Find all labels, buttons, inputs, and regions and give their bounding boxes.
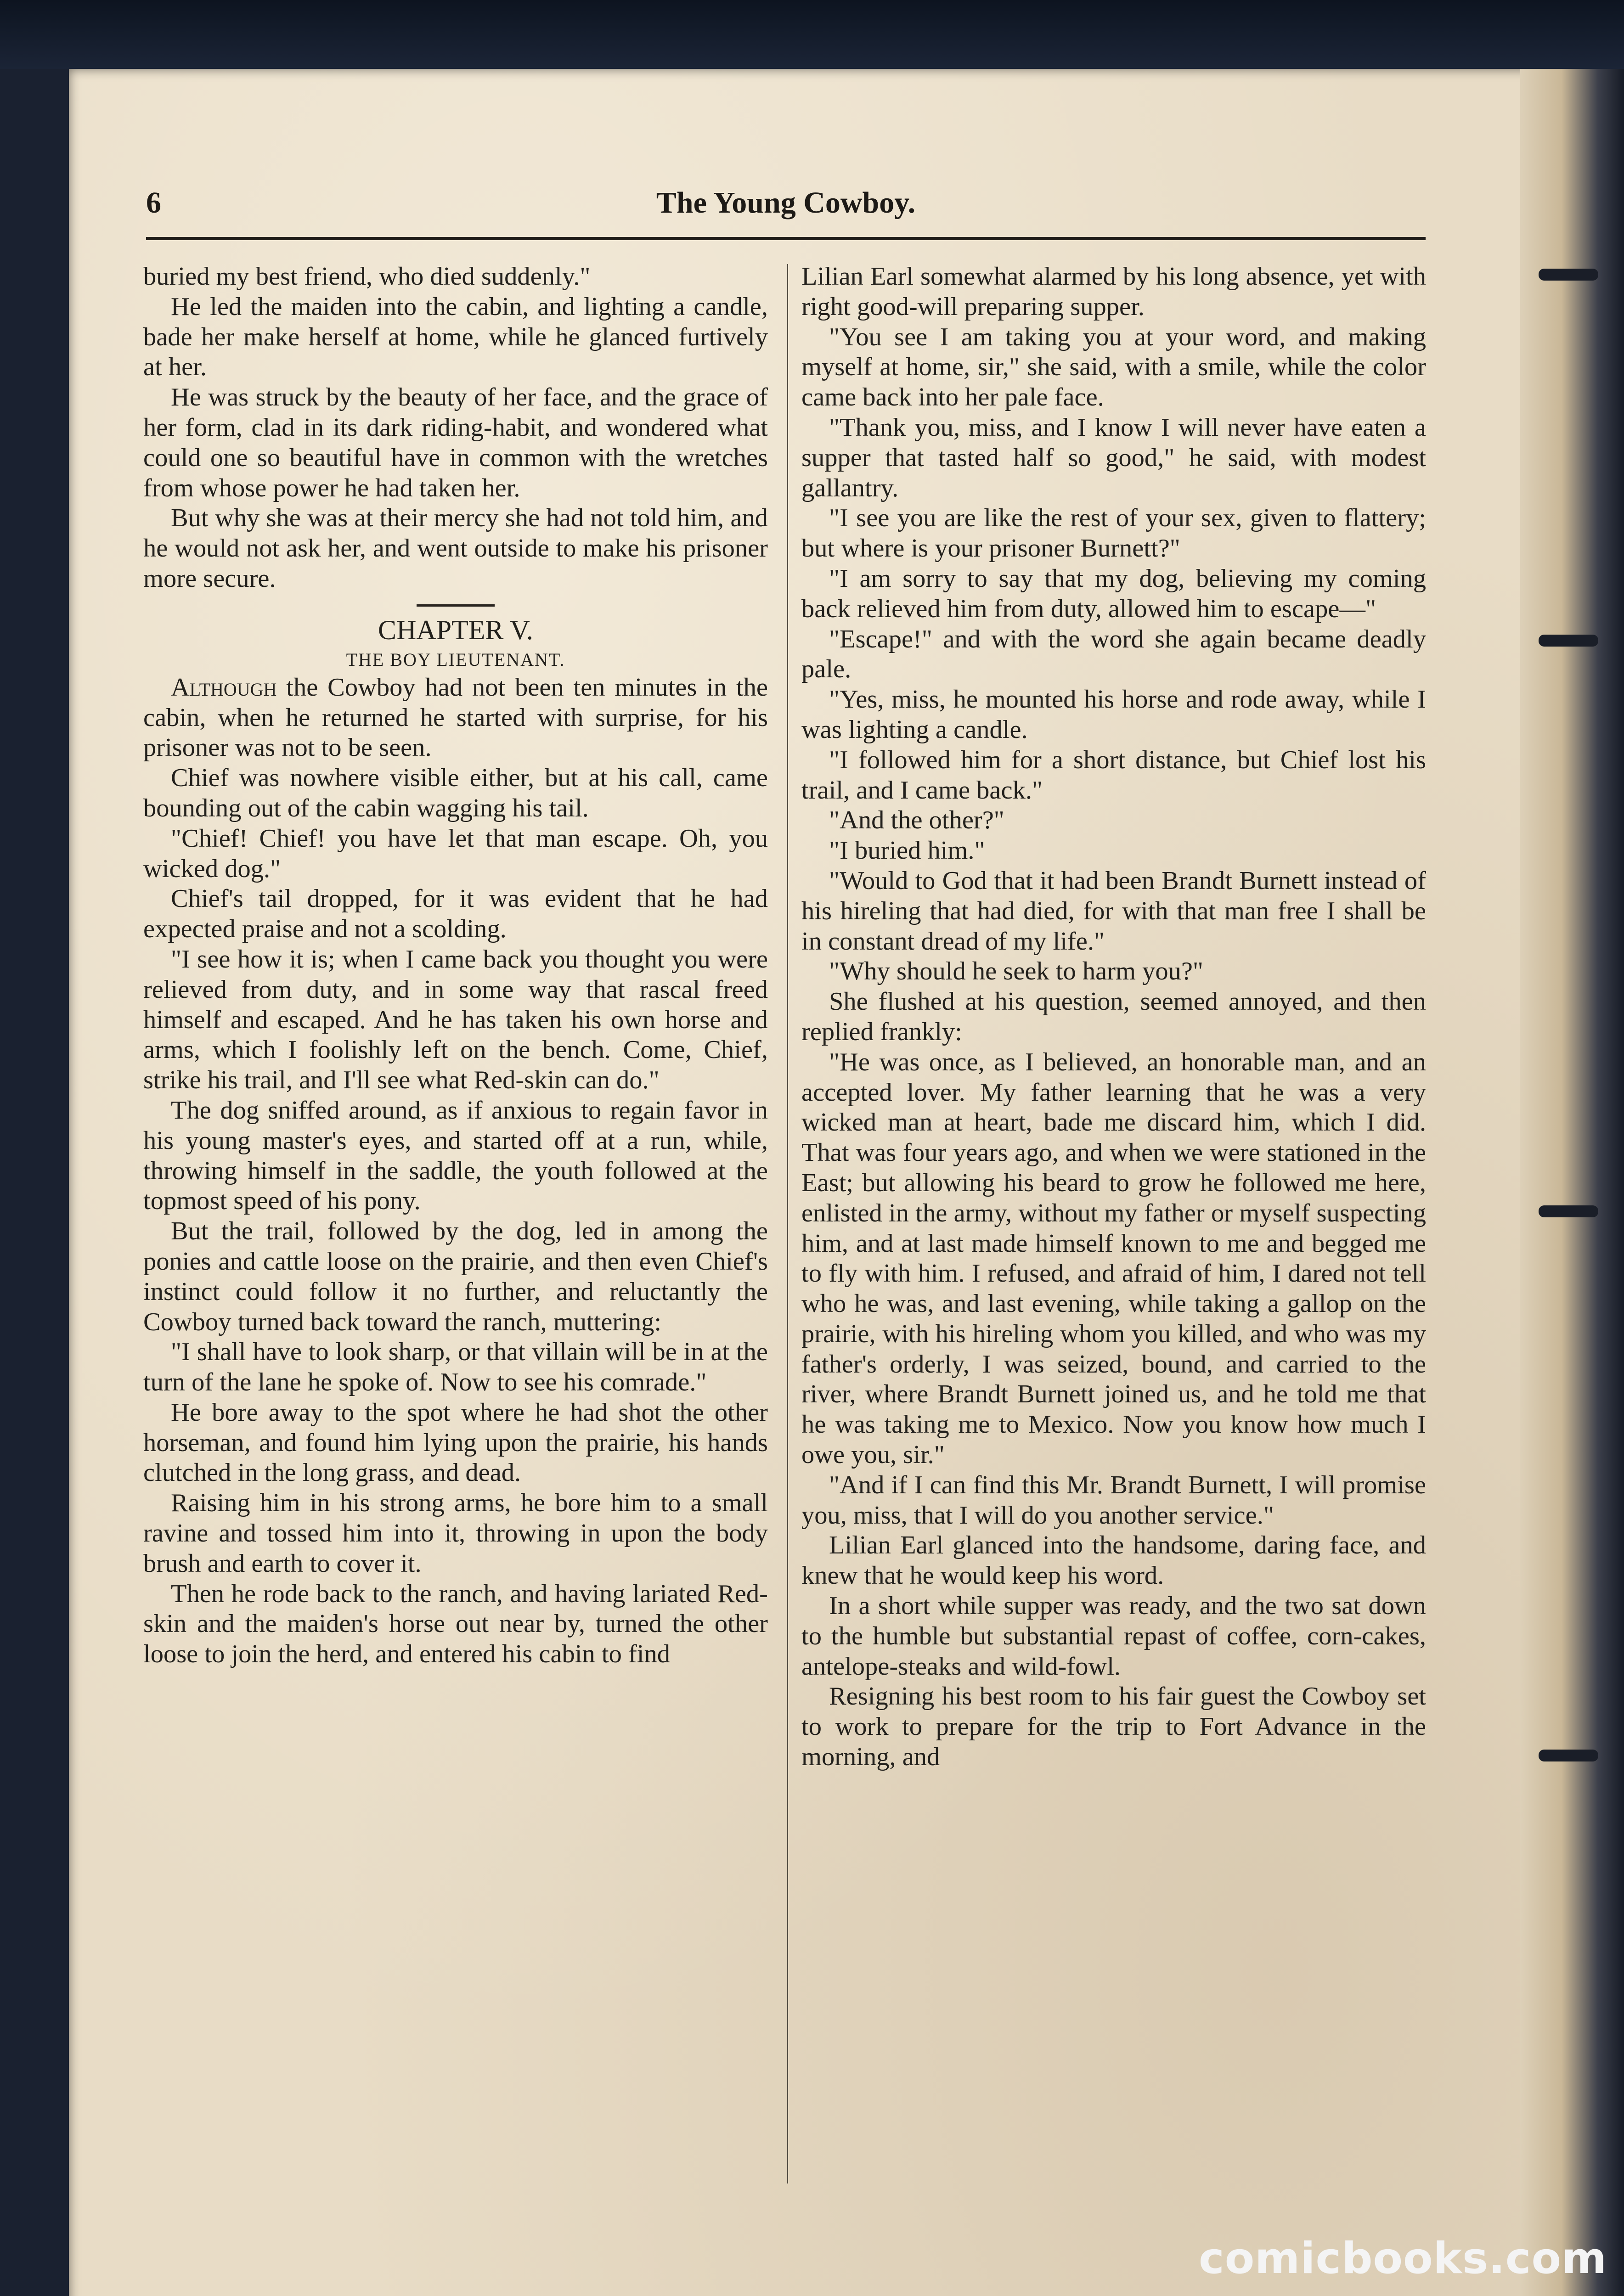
- paragraph: "Would to God that it had been Brandt Burnett instead of his hireling that had died, for with that man free I shall be in constant dread of my life.": [801, 866, 1426, 956]
- chapter-subtitle: THE BOY LIEUTENANT.: [346, 649, 565, 670]
- paragraph: buried my best friend, who died suddenly.": [143, 262, 591, 291]
- paragraph: She flushed at his question, seemed annoyed, and then replied frankly:: [801, 987, 1426, 1046]
- paragraph: But the trail, followed by the dog, led in among the ponies and cattle loose on the prairie, and then even Chief's instinct could follow it no further, and reluctantly the Cowboy turned back toward the ranch, muttering:: [143, 1217, 768, 1336]
- paragraph: He bore away to the spot where he had shot the other horseman, and found him lying upon the prairie, his hands clutched in the long grass, and dead.: [143, 1398, 768, 1487]
- paragraph-text: the Cowboy had not been ten minutes in the cabin, when he returned he started with surprise, for his prisoner was not to be seen.: [143, 673, 768, 762]
- paragraph: "Escape!" and with the word she again became deadly pale.: [801, 625, 1426, 684]
- paragraph: Resigning his best room to his fair guest the Cowboy set to work to prepare for the trip to Fort Advance in the morning, and: [801, 1682, 1426, 1772]
- scan-background-top: [0, 0, 1624, 69]
- paragraph: "Thank you, miss, and I know I will never have eaten a supper that tasted half so good," he said, with modest gallantry.: [801, 413, 1426, 502]
- paragraph: The dog sniffed around, as if anxious to regain favor in his young master's eyes, and started off at a run, while, throwing himself in the saddle, the youth followed at the topmost speed of his pony.: [143, 1096, 768, 1216]
- drop-lead-word: Although: [171, 673, 277, 702]
- paragraph: "Why should he seek to harm you?": [829, 957, 1203, 986]
- paragraph: He led the maiden into the cabin, and lighting a candle, bade her make herself at home, while he glanced furtively at her.: [143, 292, 768, 382]
- chapter-title: CHAPTER V.: [378, 614, 533, 645]
- paragraph: Then he rode back to the ranch, and having lariated Red-skin and the maiden's horse out near by, turned the other loose to join the herd, and entered his cabin to find: [143, 1579, 768, 1669]
- page-number: 6: [146, 186, 161, 219]
- binding-staple: [1539, 269, 1598, 281]
- paragraph: "I followed him for a short distance, but Chief lost his trail, and I came back.": [801, 745, 1426, 805]
- paragraph: In a short while supper was ready, and the two sat down to the humble but substantial repast of coffee, corn-cakes, antelope-steaks and wild-fowl.: [801, 1592, 1426, 1681]
- binding-staple: [1539, 1205, 1598, 1217]
- binding-staple: [1539, 1750, 1598, 1761]
- page-gutter: [1520, 69, 1624, 2296]
- binding-staple: [1539, 635, 1598, 647]
- paragraph: "He was once, as I believed, an honorable man, and an accepted lover. My father learning that he was a very wicked man at heart, bade me discard him, which I did. That was four years ago, and when we were stationed in the East; but allowing his beard to grow he followed me here, enlisted in the army, without my father or myself suspecting him, and at last made himself known to me and begged me to fly with him. I refused, and afraid of him, I dared not tell who he was, and last evening, while taking a gallop on the prairie, with his hireling whom you killed, and who was my father's orderly, I was seized, bound, and carried to the river, where Brandt Burnett joined us, and he told me that he was taking me to Mexico. Now you know how much I owe you, sir.": [801, 1047, 1426, 1469]
- paragraph: "Yes, miss, he mounted his horse and rode away, while I was lighting a candle.: [801, 685, 1426, 744]
- paragraph: But why she was at their mercy she had not told him, and he would not ask her, and went outside to make his prisoner more secure.: [143, 504, 768, 593]
- paragraph: "I see how it is; when I came back you thought you were relieved from duty, and in some way that rascal freed himself and escaped. And he has taken his own horse and arms, which I foolishly left on the bench. Come, Chief, strike his trail, and I'll see what Red-skin can do.": [143, 945, 768, 1095]
- paragraph: Chief was nowhere visible either, but at his call, came bounding out of the cabin wagging his tail.: [143, 764, 768, 822]
- paragraph: "I am sorry to say that my dog, believing my coming back relieved him from duty, allowed him to escape—": [801, 564, 1426, 623]
- paragraph: "I shall have to look sharp, or that villain will be in at the turn of the lane he spoke of. Now to see his comrade.": [143, 1338, 768, 1397]
- paragraph: He was struck by the beauty of her face, and the grace of her form, clad in its dark riding-habit, and wondered what could one so beautiful have in common with the wretches from whose power he had taken her.: [143, 383, 768, 502]
- paragraph: "And the other?": [829, 806, 1004, 835]
- chapter-divider-rule: [417, 604, 495, 607]
- header-rule: [146, 237, 1426, 240]
- right-column: [801, 262, 1426, 1773]
- paragraph: Lilian Earl somewhat alarmed by his long absence, yet with right good-will preparing supper.: [801, 262, 1426, 321]
- paragraph: "I buried him.": [829, 836, 985, 865]
- paragraph: Lilian Earl glanced into the handsome, daring face, and knew that he would keep his word.: [801, 1531, 1426, 1590]
- site-watermark: comicbooks.com: [1199, 2234, 1607, 2284]
- paragraph: "Chief! Chief! you have let that man escape. Oh, you wicked dog.": [143, 824, 768, 883]
- paragraph: "And if I can find this Mr. Brandt Burnett, I will promise you, miss, that I will do you another service.": [801, 1470, 1426, 1530]
- column-divider: [787, 264, 788, 2183]
- paragraph: Chief's tail dropped, for it was evident that he had expected praise and not a scolding.: [143, 884, 768, 944]
- paragraph: "I see you are like the rest of your sex, given to flattery; but where is your prisoner Burnett?": [801, 504, 1426, 563]
- left-column: [143, 262, 768, 1670]
- chapter-opening-paragraph: [143, 673, 768, 763]
- paragraph: Raising him in his strong arms, he bore him to a small ravine and tossed him into it, throwing in upon the body brush and earth to cover it.: [143, 1489, 768, 1578]
- page-header: [146, 186, 1426, 236]
- paragraph: "You see I am taking you at your word, and making myself at home, sir," she said, with a smile, while the color came back into her pale face.: [801, 322, 1426, 412]
- running-title: The Young Cowboy.: [656, 186, 916, 219]
